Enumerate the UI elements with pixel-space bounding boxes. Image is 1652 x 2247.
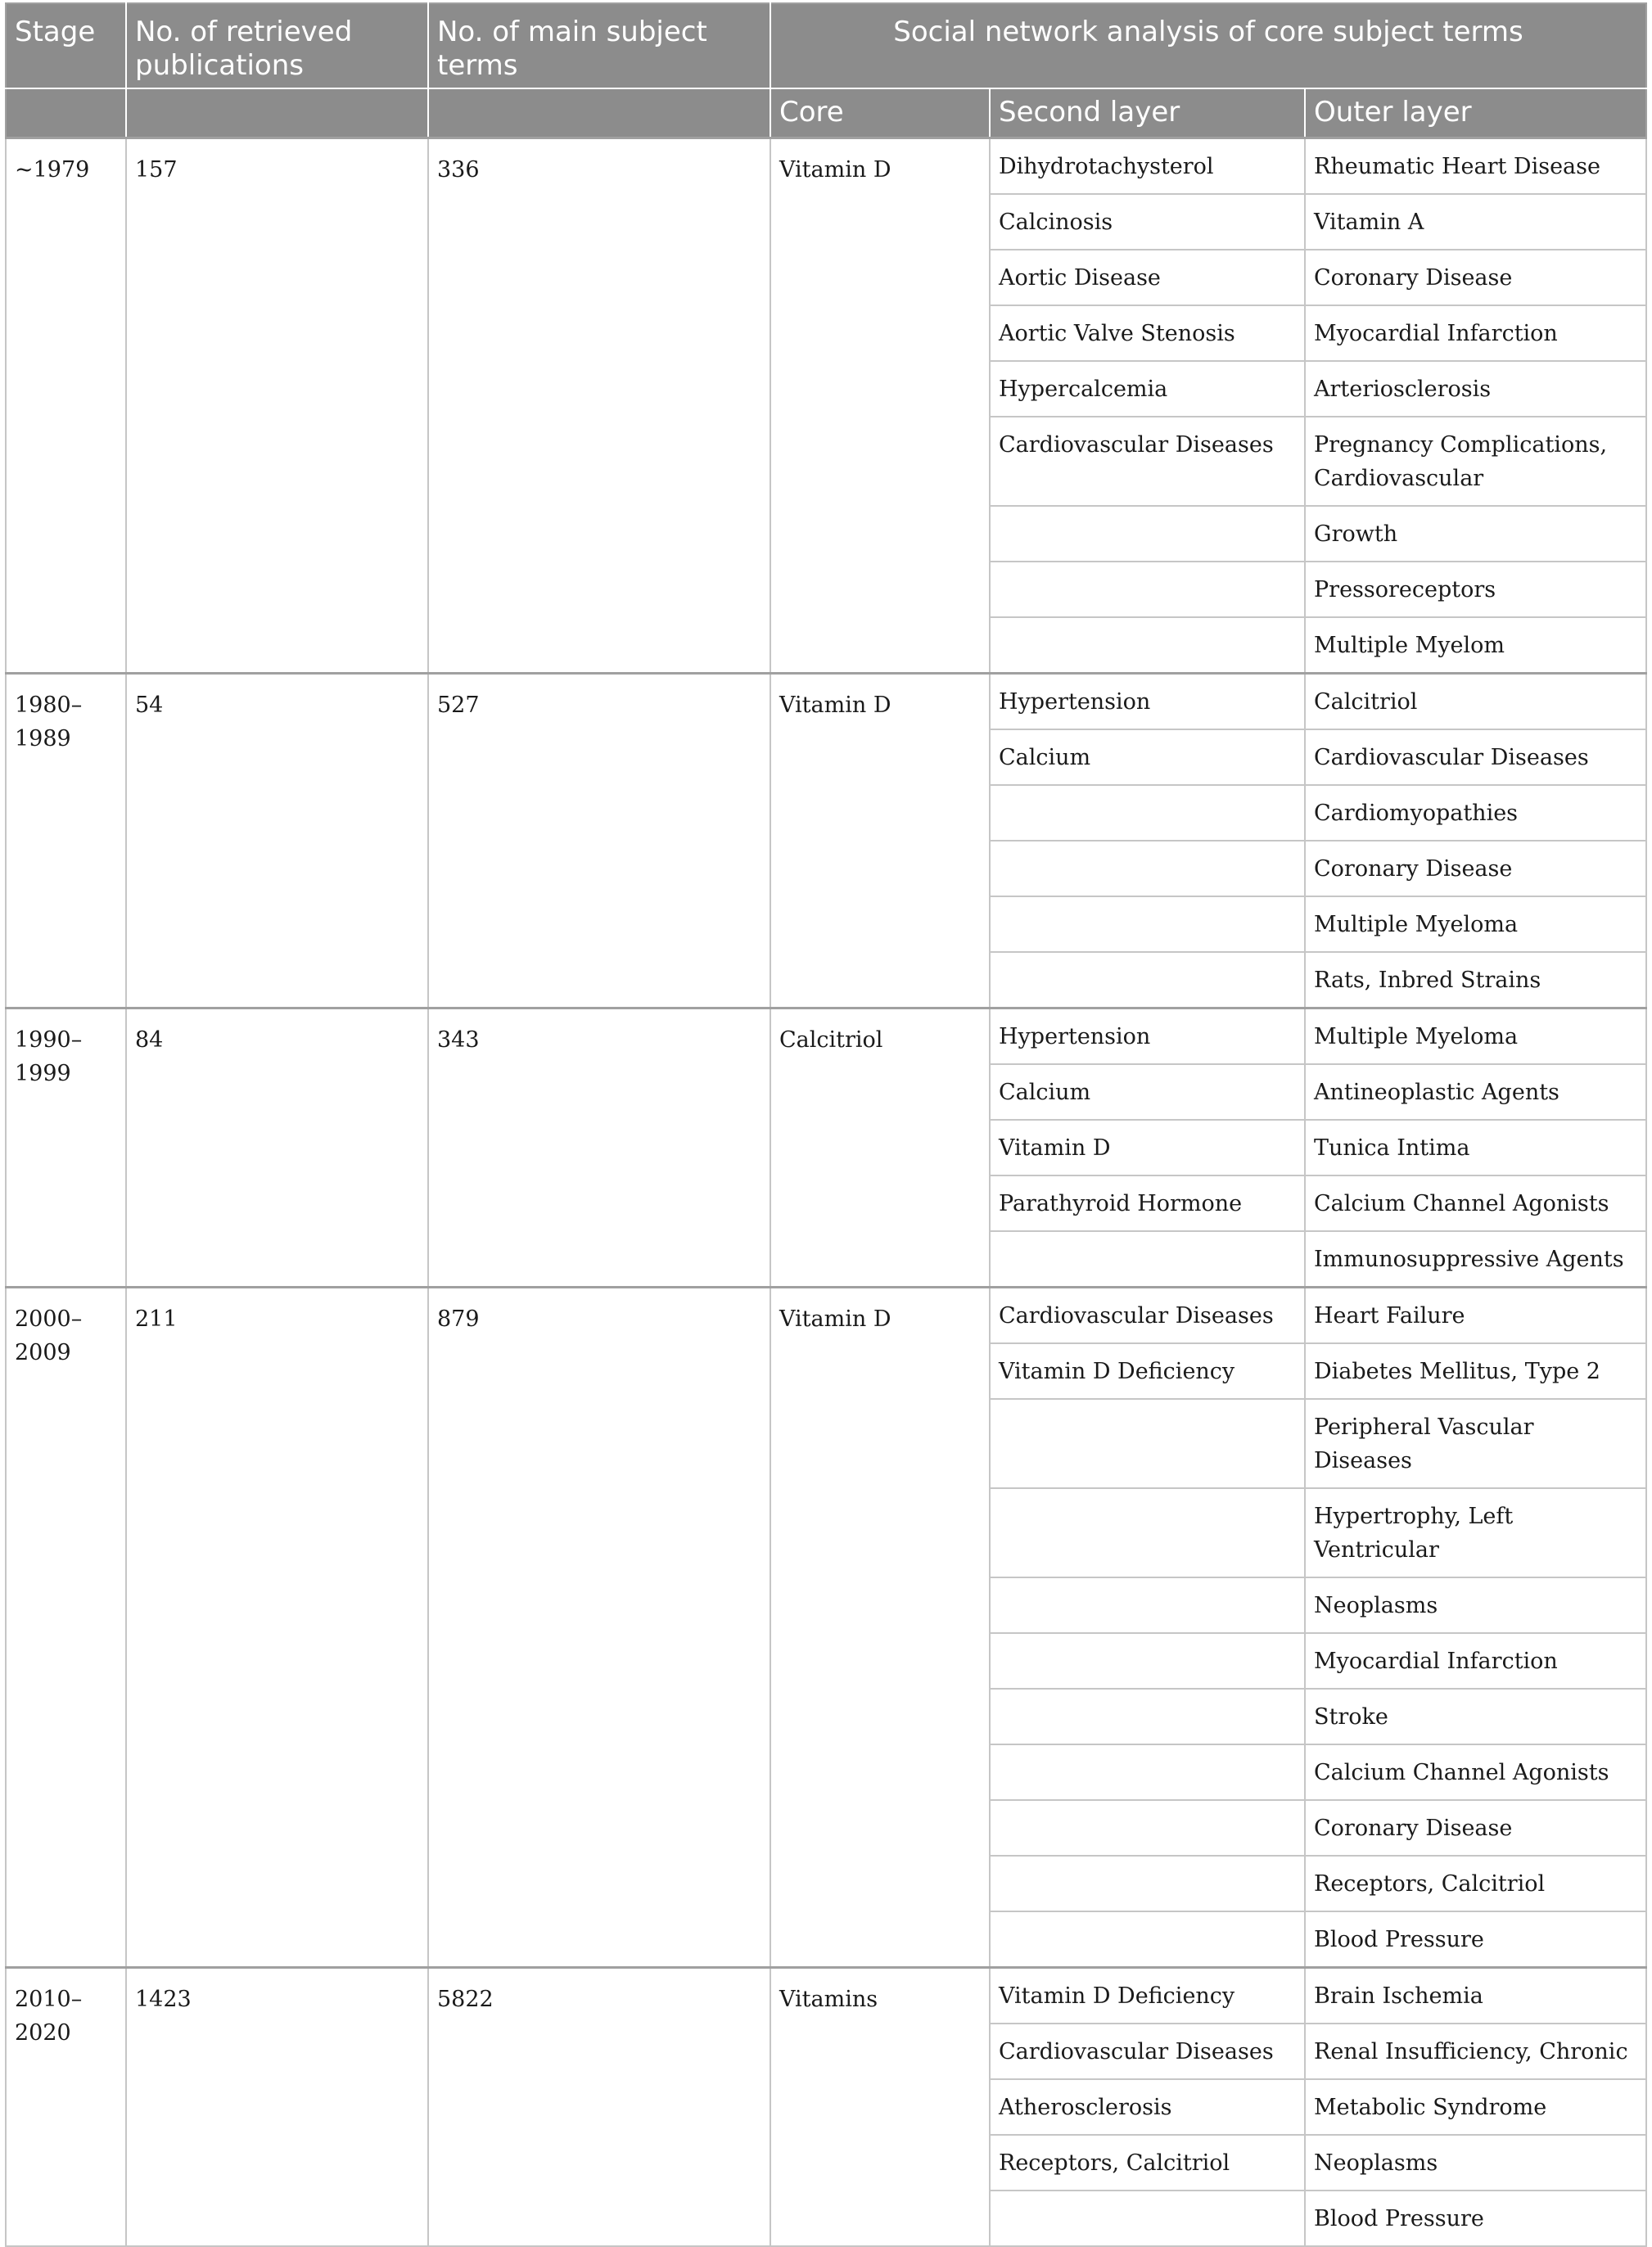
stage-cell: ~1979 — [6, 138, 126, 674]
second-layer-cell — [990, 1744, 1305, 1800]
stage-cell: 1990–1999 — [6, 1008, 126, 1288]
retrieved-cell: 1423 — [126, 1968, 428, 2247]
table-row — [6, 1968, 1646, 2024]
retrieved-cell: 211 — [126, 1288, 428, 1968]
outer-layer-cell: Diabetes Mellitus, Type 2 — [1305, 1343, 1646, 1399]
second-layer-cell: Atherosclerosis — [990, 2079, 1305, 2135]
second-layer-cell — [990, 1689, 1305, 1744]
core-cell: Vitamin D — [770, 1288, 990, 1968]
outer-layer-cell: Myocardial Infarction — [1305, 1633, 1646, 1689]
outer-layer-cell: Arteriosclerosis — [1305, 361, 1646, 417]
outer-layer-cell: Myocardial Infarction — [1305, 305, 1646, 361]
second-layer-cell — [990, 841, 1305, 896]
second-layer-cell — [990, 785, 1305, 841]
second-layer-cell — [990, 896, 1305, 952]
second-layer-cell: Cardiovascular Diseases — [990, 417, 1305, 506]
outer-layer-cell: Pressoreceptors — [1305, 562, 1646, 617]
outer-layer-cell: Immunosuppressive Agents — [1305, 1231, 1646, 1288]
second-layer-cell — [990, 1399, 1305, 1488]
second-layer-cell: Vitamin D Deficiency — [990, 1343, 1305, 1399]
main-terms-cell: 5822 — [428, 1968, 770, 2247]
second-layer-cell — [990, 562, 1305, 617]
retrieved-cell: 84 — [126, 1008, 428, 1288]
core-cell: Vitamins — [770, 1968, 990, 2247]
second-layer-cell — [990, 506, 1305, 562]
header-main-terms: No. of main subject terms — [428, 3, 770, 88]
outer-layer-cell: Coronary Disease — [1305, 250, 1646, 305]
second-layer-cell: Cardiovascular Diseases — [990, 1288, 1305, 1344]
outer-layer-cell: Antineoplastic Agents — [1305, 1064, 1646, 1120]
outer-layer-cell: Multiple Myeloma — [1305, 896, 1646, 952]
second-layer-cell: Hypertension — [990, 1008, 1305, 1065]
outer-layer-cell: Rheumatic Heart Disease — [1305, 138, 1646, 195]
main-terms-cell: 879 — [428, 1288, 770, 1968]
second-layer-cell — [990, 1856, 1305, 1911]
second-layer-cell: Calcinosis — [990, 194, 1305, 250]
outer-layer-cell: Coronary Disease — [1305, 841, 1646, 896]
second-layer-cell — [990, 2191, 1305, 2246]
core-cell: Calcitriol — [770, 1008, 990, 1288]
outer-layer-cell: Blood Pressure — [1305, 2191, 1646, 2246]
second-layer-cell: Calcium — [990, 1064, 1305, 1120]
outer-layer-cell: Vitamin A — [1305, 194, 1646, 250]
outer-layer-cell: Cardiovascular Diseases — [1305, 729, 1646, 785]
header-core: Core — [770, 88, 990, 138]
header-blank — [126, 88, 428, 138]
second-layer-cell — [990, 952, 1305, 1008]
second-layer-cell: Parathyroid Hormone — [990, 1175, 1305, 1231]
stage-cell: 2000–2009 — [6, 1288, 126, 1968]
header-blank — [428, 88, 770, 138]
stage-cell: 2010–2020 — [6, 1968, 126, 2247]
header-outer-layer: Outer layer — [1305, 88, 1646, 138]
outer-layer-cell: Neoplasms — [1305, 1577, 1646, 1633]
outer-layer-cell: Tunica Intima — [1305, 1120, 1646, 1175]
main-terms-cell: 343 — [428, 1008, 770, 1288]
core-cell: Vitamin D — [770, 674, 990, 1008]
outer-layer-cell: Hypertrophy, Left Ventricular — [1305, 1488, 1646, 1577]
header-second-layer: Second layer — [990, 88, 1305, 138]
outer-layer-cell: Cardiomyopathies — [1305, 785, 1646, 841]
outer-layer-cell: Stroke — [1305, 1689, 1646, 1744]
stage-cell: 1980–1989 — [6, 674, 126, 1008]
outer-layer-cell: Calcium Channel Agonists — [1305, 1744, 1646, 1800]
header-stage: Stage — [6, 3, 126, 88]
table-row — [6, 1288, 1646, 1344]
table-header — [6, 3, 1646, 138]
outer-layer-cell: Brain Ischemia — [1305, 1968, 1646, 2024]
outer-layer-cell: Pregnancy Complications, Cardiovascular — [1305, 417, 1646, 506]
second-layer-cell: Calcium — [990, 729, 1305, 785]
outer-layer-cell: Peripheral Vascular Diseases — [1305, 1399, 1646, 1488]
second-layer-cell: Vitamin D Deficiency — [990, 1968, 1305, 2024]
outer-layer-cell: Calcium Channel Agonists — [1305, 1175, 1646, 1231]
header-retrieved: No. of retrieved publications — [126, 3, 428, 88]
table-row — [6, 1008, 1646, 1065]
outer-layer-cell: Growth — [1305, 506, 1646, 562]
outer-layer-cell: Multiple Myeloma — [1305, 1008, 1646, 1065]
header-blank — [6, 88, 126, 138]
second-layer-cell: Aortic Disease — [990, 250, 1305, 305]
second-layer-cell: Cardiovascular Diseases — [990, 2024, 1305, 2079]
second-layer-cell: Vitamin D — [990, 1120, 1305, 1175]
table-wrapper — [5, 2, 1645, 2247]
table-row — [6, 138, 1646, 195]
second-layer-cell — [990, 1231, 1305, 1288]
outer-layer-cell: Calcitriol — [1305, 674, 1646, 730]
second-layer-cell — [990, 1800, 1305, 1856]
second-layer-cell: Dihydrotachysterol — [990, 138, 1305, 195]
outer-layer-cell: Receptors, Calcitriol — [1305, 1856, 1646, 1911]
outer-layer-cell: Multiple Myelom — [1305, 617, 1646, 674]
outer-layer-cell: Blood Pressure — [1305, 1911, 1646, 1968]
second-layer-cell — [990, 1911, 1305, 1968]
second-layer-cell: Aortic Valve Stenosis — [990, 305, 1305, 361]
second-layer-cell: Hypertension — [990, 674, 1305, 730]
outer-layer-cell: Renal Insufficiency, Chronic — [1305, 2024, 1646, 2079]
table-row — [6, 674, 1646, 730]
main-terms-cell: 336 — [428, 138, 770, 674]
second-layer-cell: Receptors, Calcitriol — [990, 2135, 1305, 2191]
header-sna: Social network analysis of core subject terms — [770, 3, 1646, 88]
second-layer-cell — [990, 1577, 1305, 1633]
second-layer-cell — [990, 617, 1305, 674]
outer-layer-cell: Neoplasms — [1305, 2135, 1646, 2191]
second-layer-cell: Hypercalcemia — [990, 361, 1305, 417]
outer-layer-cell: Heart Failure — [1305, 1288, 1646, 1344]
core-cell: Vitamin D — [770, 138, 990, 674]
second-layer-cell — [990, 1633, 1305, 1689]
retrieved-cell: 54 — [126, 674, 428, 1008]
outer-layer-cell: Coronary Disease — [1305, 1800, 1646, 1856]
second-layer-cell — [990, 1488, 1305, 1577]
outer-layer-cell: Metabolic Syndrome — [1305, 2079, 1646, 2135]
main-terms-cell: 527 — [428, 674, 770, 1008]
retrieved-cell: 157 — [126, 138, 428, 674]
sna-table — [5, 2, 1647, 2247]
outer-layer-cell: Rats, Inbred Strains — [1305, 952, 1646, 1008]
table-body — [6, 138, 1646, 2247]
